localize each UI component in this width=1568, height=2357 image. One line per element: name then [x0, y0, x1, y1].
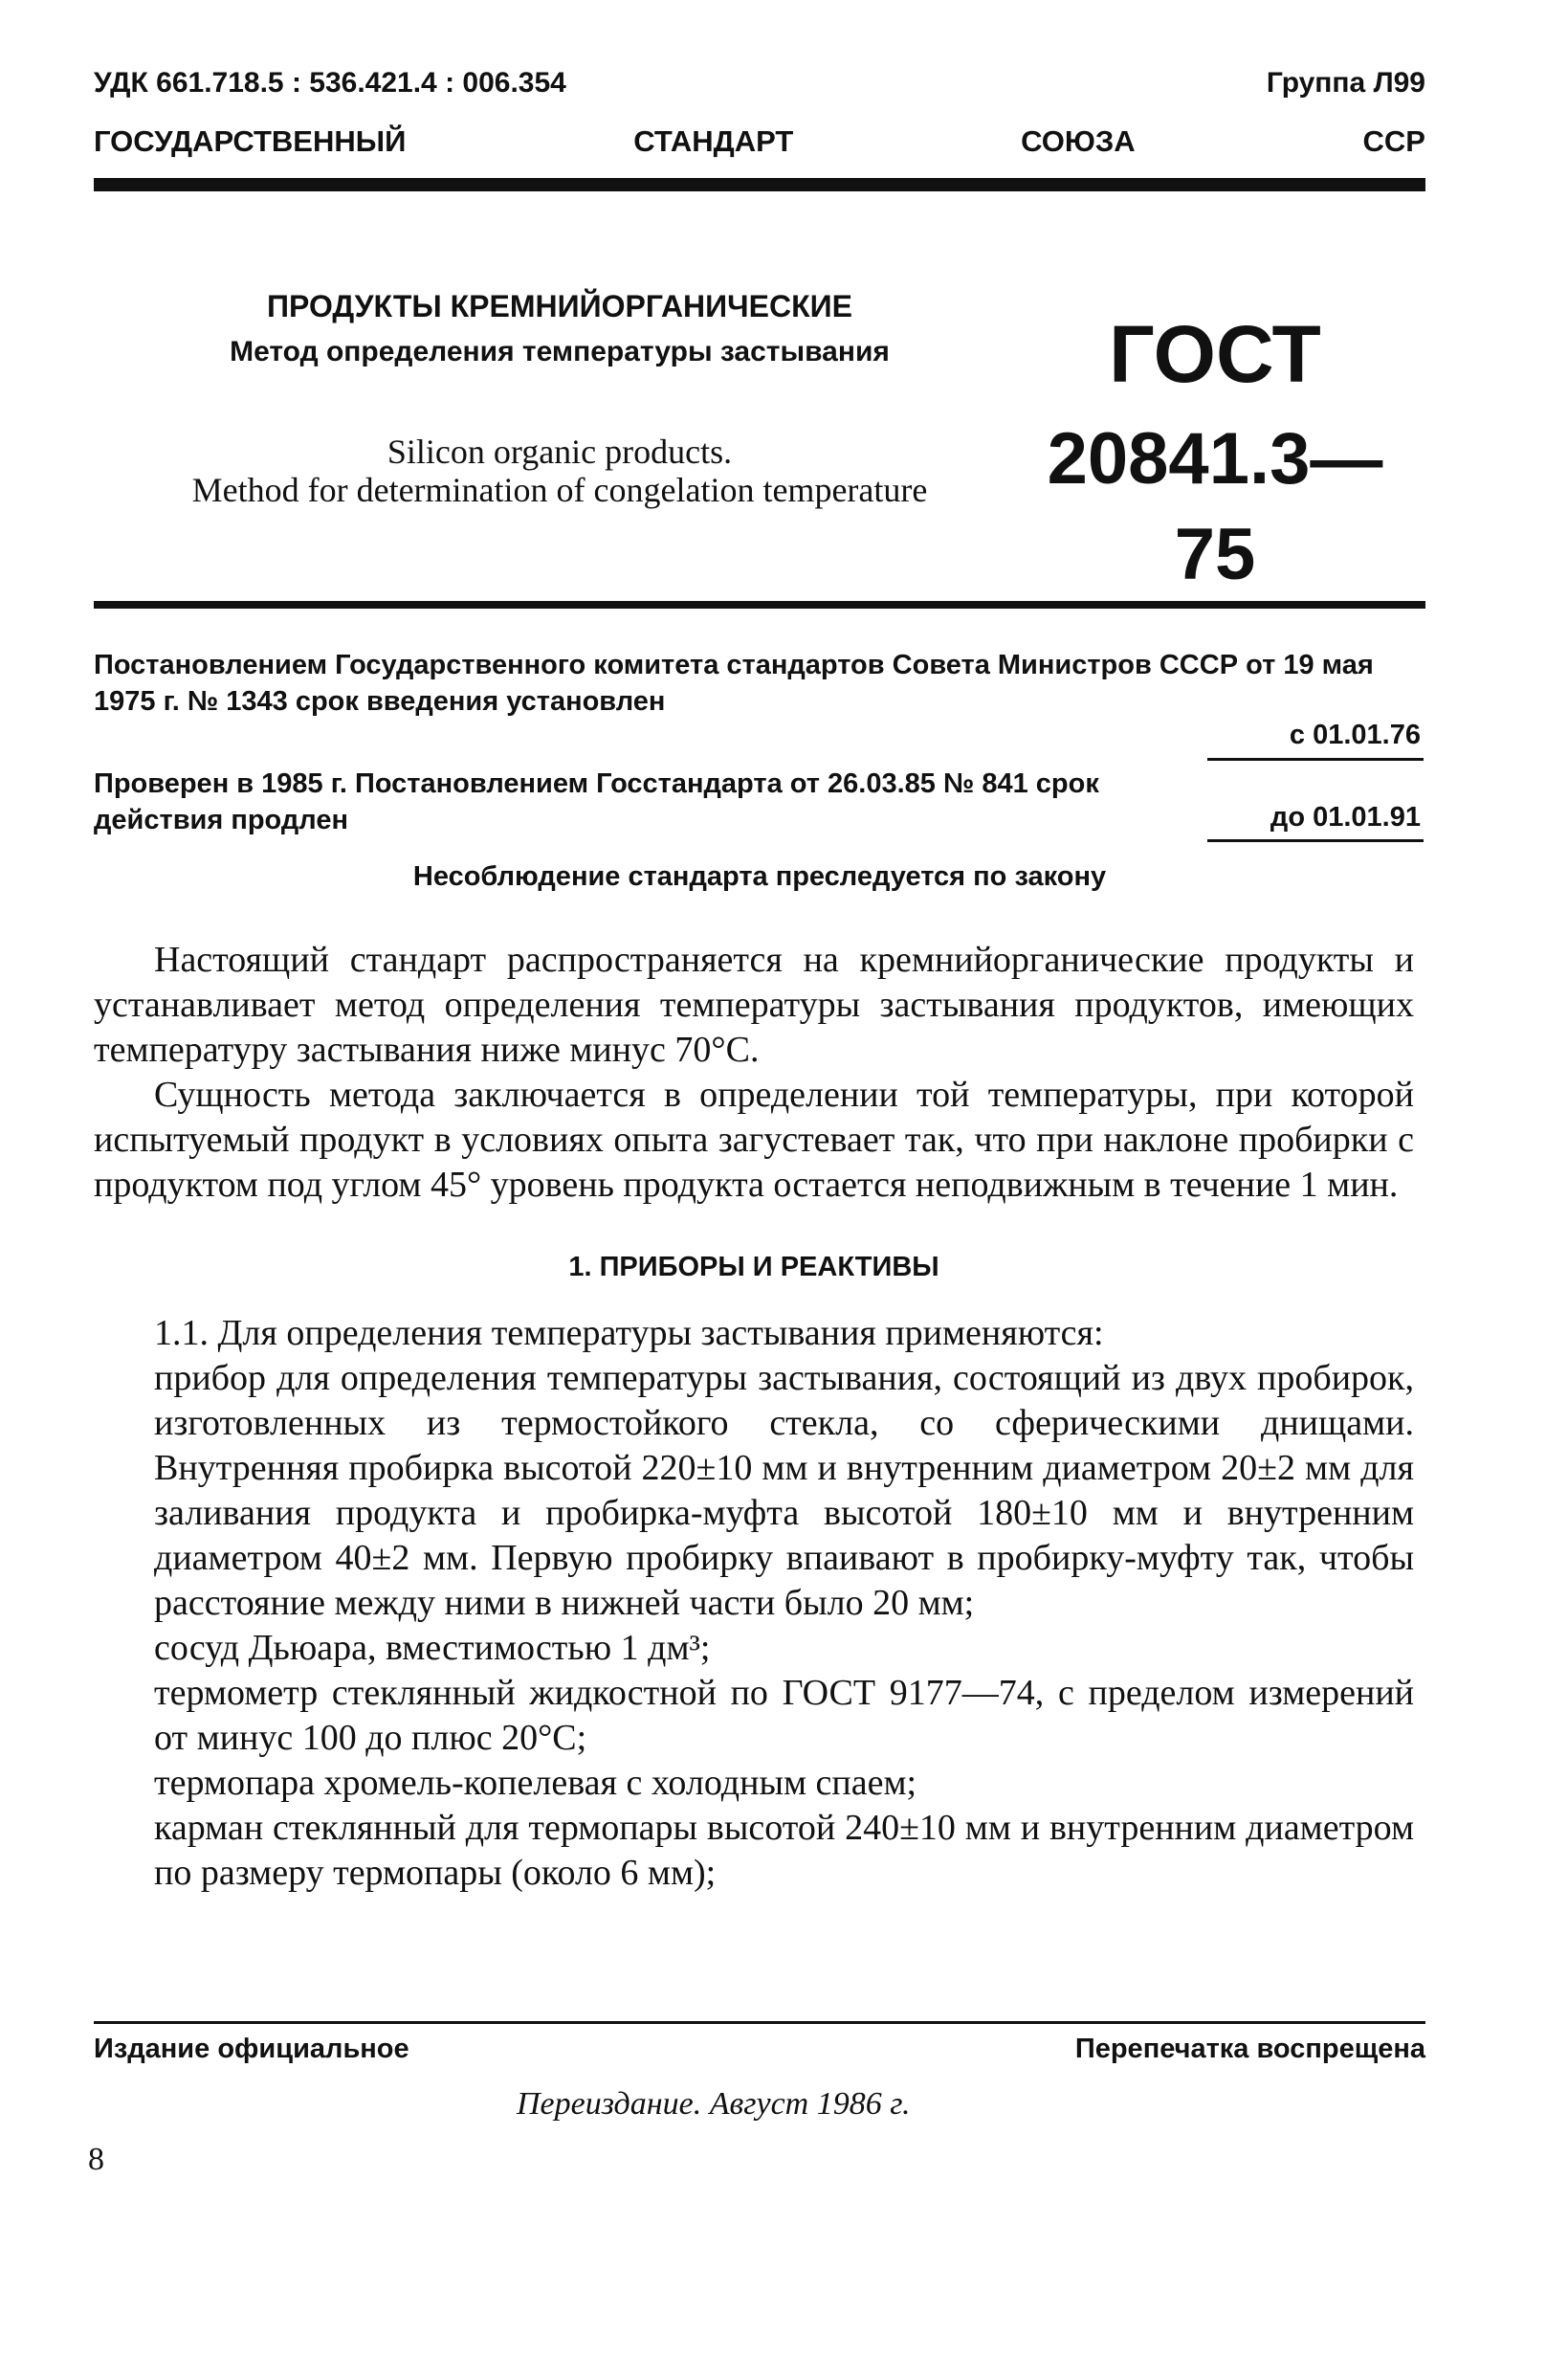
state-standard-word: ССР: [1362, 124, 1425, 158]
review-text: Проверен в 1985 г. Постановлением Госстандарта от 26.03.85 № 841 срок действия продлен: [94, 768, 1099, 835]
no-reprint-label: Перепечатка воспрещена: [1074, 2034, 1425, 2064]
middle-divider: [94, 601, 1425, 609]
group-code: Группа Л99: [1266, 67, 1425, 99]
page-number: 8: [88, 2142, 104, 2177]
paragraph: сосуд Дьюара, вместимостью 1 дм³;: [154, 1628, 711, 1668]
title-main: ПРОДУКТЫ КРЕМНИЙОРГАНИЧЕСКИЕ: [267, 289, 852, 323]
paragraph: карман стеклянный для термопары высотой 240±10 мм и внутренним диаметром по размеру термопары (около 6 мм);: [154, 1808, 1414, 1893]
edition-label: Издание официальное: [94, 2034, 409, 2064]
top-divider: [94, 178, 1425, 191]
gost-number: 20841.3—75: [1047, 418, 1383, 595]
paragraph: прибор для определения температуры застывания, состоящий из двух пробирок, изготовленных из термостойкого стекла, со сферическими днищами. Внутренняя пробирка высотой 220±10 мм и внутренним диаметром 20±2 мм для заливания продукта и пробирка-муфта высотой 180±10 мм и внутренним диаметром 40±2 мм. Первую пробирку впаивают в пробирку-муфту так, чтобы расстояние между ними в нижней части было 20 мм;: [154, 1358, 1414, 1623]
title-english: [124, 433, 995, 509]
state-standard-word: ГОСУДАРСТВЕННЫЙ: [94, 124, 407, 158]
intro-date-underline: [1207, 758, 1424, 761]
paragraph: термометр стеклянный жидкостной по ГОСТ 9177—74, с пределом измерений от минус 100 до плюс 20°С;: [154, 1673, 1414, 1758]
title-subtitle: Метод определения температуры застывания: [230, 336, 890, 367]
paragraph: Сущность метода заключается в определении той температуры, при которой испытуемый продукт в условиях опыта загустевает так, что при наклоне пробирки с продуктом под углом 45° уровень продукта остается неподвижным в течение 1 мин.: [94, 1075, 1414, 1205]
state-standard-word: СОЮЗА: [1021, 124, 1136, 158]
state-standard-heading: [94, 124, 1425, 159]
bottom-divider: [94, 2021, 1425, 2024]
paragraph: Настоящий стандарт распространяется на кремнийорганические продукты и устанавливает метод определения температуры застывания продуктов, имеющих температуру застывания ниже минус 70°С.: [94, 940, 1414, 1070]
intro-date: с 01.01.76: [1289, 720, 1421, 750]
section-heading: 1. ПРИБОРЫ И РЕАКТИВЫ: [568, 1252, 939, 1282]
title-english-line: Method for determination of congelation temperature: [191, 471, 928, 509]
reissue-note: Переиздание. Август 1986 г.: [517, 2086, 911, 2122]
title-english-line: Silicon organic products.: [386, 433, 733, 471]
paragraph: термопара хромель-копелевая с холодным спаем;: [154, 1763, 917, 1803]
state-standard-word: СТАНДАРТ: [633, 124, 794, 158]
paragraph: 1.1. Для определения температуры застывания применяются:: [154, 1313, 1104, 1353]
body-text: [94, 938, 1414, 1896]
udk-code: УДК 661.718.5 : 536.421.4 : 006.354: [94, 67, 566, 99]
valid-date-underline: [1207, 839, 1424, 842]
title-block: [124, 287, 995, 509]
valid-date: до 01.01.91: [1270, 802, 1421, 833]
law-notice: Несоблюдение стандарта преследуется по закону: [412, 861, 1107, 892]
decree-text: Постановлением Государственного комитета стандартов Совета Министров СССР от 19 мая 1975 г. № 1343 срок введения установлен: [94, 650, 1374, 717]
gost-label: ГОСТ: [1109, 309, 1321, 399]
